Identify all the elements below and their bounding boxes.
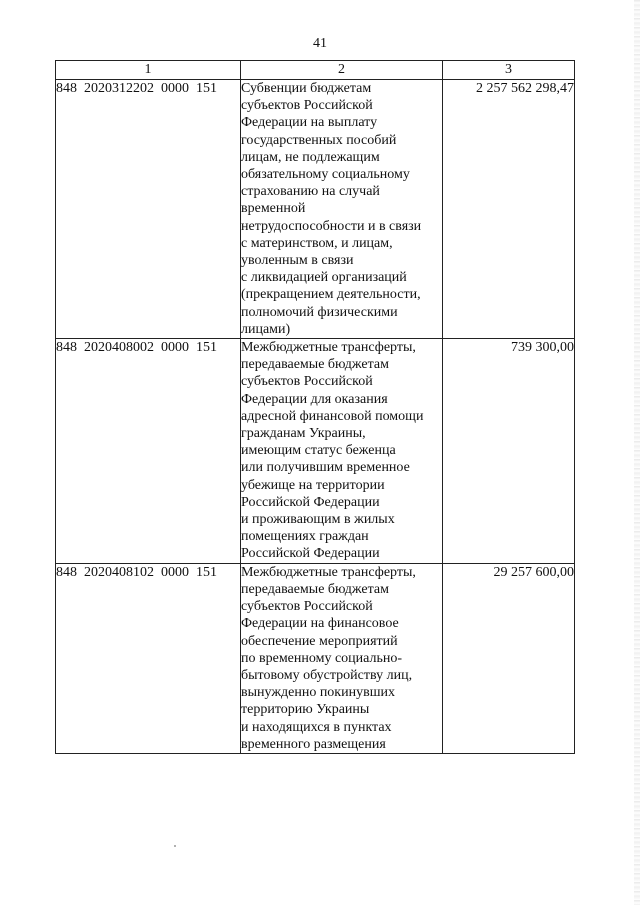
table-body [56,80,575,754]
description-line: вынужденно покинувших [241,685,395,701]
description-line: страхованию на случай [241,184,380,200]
description-line: субъектов Российской [241,599,373,615]
header-cell-2: 2 [241,61,443,80]
description-line: и проживающим в жилых [241,512,395,528]
classification-code: 848 2020408102 0000 151 [56,563,241,753]
table-row [56,339,575,564]
header-cell-3: 3 [443,61,575,80]
description-cell [241,339,443,564]
description-line: лицам, не подлежащим [241,149,380,165]
description-line: временной [241,201,306,217]
description-line: территорию Украины [241,702,370,718]
description-line: Федерации для оказания [241,391,388,407]
description-line: передаваемые бюджетам [241,581,389,597]
description-line: нетрудоспособности и в связи [241,218,422,234]
description-line: убежище на территории [241,477,385,493]
description-line: или получившим временное [241,460,410,476]
description-line: Субвенции бюджетам [241,81,372,96]
description-line: помещениях граждан [241,529,369,545]
description-cell [241,80,443,339]
page-number: 41 [313,36,327,51]
amount-cell: 2 257 562 298,47 [443,80,575,339]
description-line: полномочий физическими [241,304,398,320]
description-line: государственных пособий [241,132,397,148]
description-line: обязательному социальному [241,167,410,183]
description-line: имеющим статус беженца [241,443,396,459]
description-line: субъектов Российской [241,374,373,390]
table-row [56,563,575,753]
description-line: с материнством, и лицам, [241,235,393,251]
table-header [56,61,575,80]
description-cell [241,563,443,753]
amount-cell: 29 257 600,00 [443,563,575,753]
table-row [56,80,575,339]
classification-code: 848 2020408002 0000 151 [56,339,241,564]
header-row [56,61,575,80]
description-line: обеспечение мероприятий [241,633,398,649]
description-line: передаваемые бюджетам [241,357,389,373]
description-line: с ликвидацией организаций [241,270,407,286]
description-line: Федерации на выплату [241,115,378,131]
description-line: субъектов Российской [241,98,373,114]
description-line: Межбюджетные трансферты, [241,340,416,356]
description-line: Российской Федерации [241,546,380,562]
header-cell-1: 1 [56,61,241,80]
description-line: уволенным в связи [241,253,354,269]
description-line: адресной финансовой помощи [241,408,424,424]
description-line: и находящихся в пунктах [241,719,392,735]
description-line: Федерации на финансовое [241,616,399,632]
classification-code: 848 2020312202 0000 151 [56,80,241,339]
scan-dot-artifact [174,845,176,847]
description-line: лицами) [241,321,291,337]
description-line: (прекращением деятельности, [241,287,421,303]
description-line: гражданам Украины, [241,426,366,442]
description-line: бытовому обустройству лиц, [241,667,413,683]
description-line: Российской Федерации [241,494,380,510]
description-line: временного размещения [241,736,386,752]
description-line: по временному социально- [241,650,403,666]
amount-cell: 739 300,00 [443,339,575,564]
scan-edge-artifact [634,0,640,905]
description-line: Межбюджетные трансферты, [241,564,416,580]
budget-table [55,60,575,754]
